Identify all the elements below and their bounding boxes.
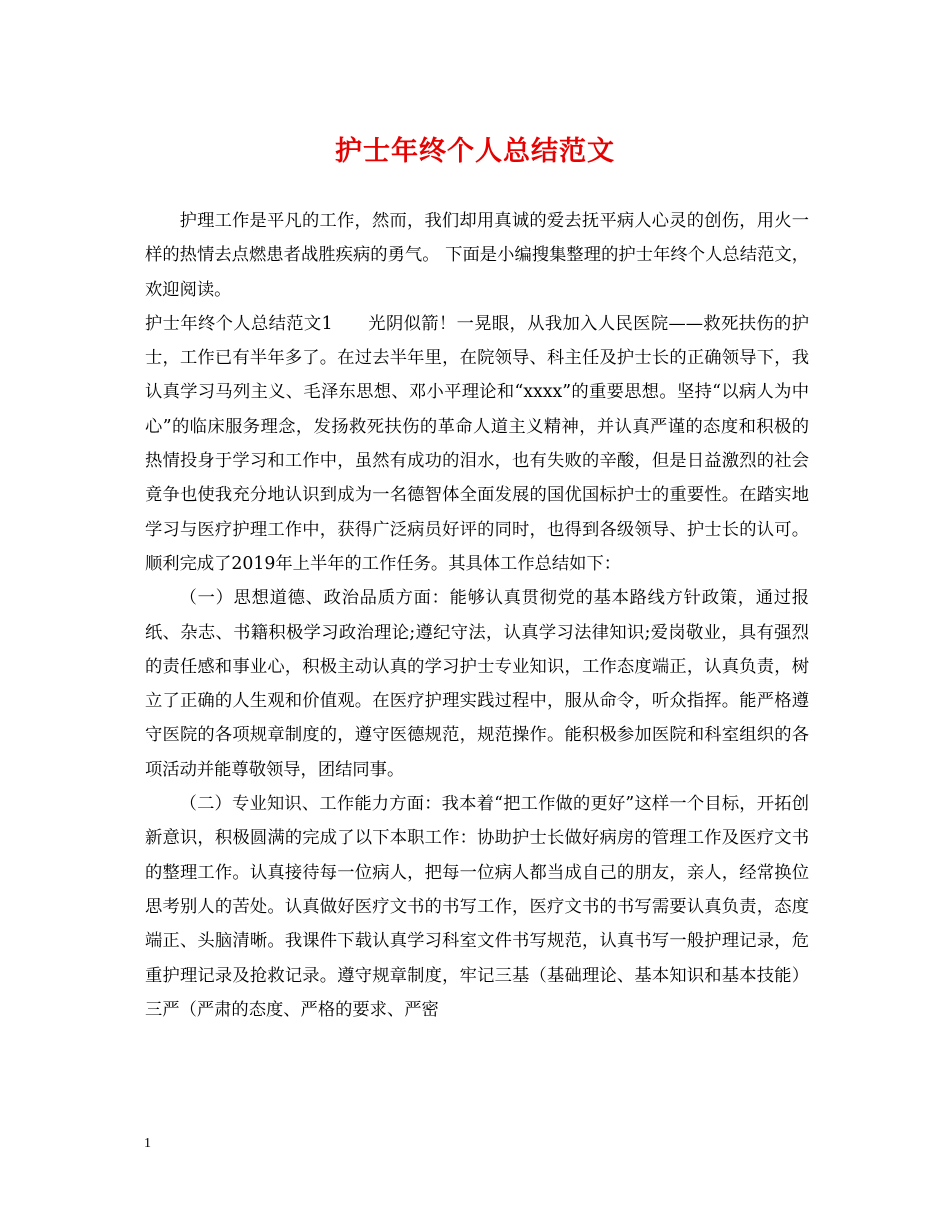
section-one-paragraph: （一）思想道德、政治品质方面：能够认真贯彻党的基本路线方针政策，通过报纸、杂志、书籍积极学习政治理论;遵纪守法，认真学习法律知识;爱岗敬业，具有强烈的责任感和事业心，积极主动认真的学习护士专业知识，工作态度端正，认真负责，树立了正确的人生观和价值观。在医疗护理实践过程中，服从命令，听众指挥。能严格遵守医院的各项规章制度的，遵守医德规范，规范操作。能积极参加医院和科室组织的各项活动并能尊敬领导，团结同事。 [145,588,809,780]
section-two-paragraph: （二）专业知识、工作能力方面：我本着“把工作做的更好”这样一个目标，开拓创新意识，积极圆满的完成了以下本职工作：协助护士长做好病房的管理工作及医疗文书的整理工作。认真接待每一位病人，把每一位病人都当成自己的朋友，亲人，经常换位思考别人的苦处。认真做好医疗文书的书写工作，医疗文书的书写需要认真负责，态度端正、头脑清晰。我课件下载认真学习科室文件书写规范，认真书写一般护理记录，危重护理记录及抢救记录。遵守规章制度，牢记三基（基础理论、基本知识和基本技能）三严（严肃的态度、严格的要求、严密 [145,794,809,1020]
page-number: 1 [144,1136,151,1151]
summary-paragraph: 护士年终个人总结范文1 光阴似箭！一晃眼，从我加入人民医院——救死扶伤的护士，工作已有半年多了。在过去半年里，在院领导、科主任及护士长的正确领导下，我认真学习马列主义、毛泽东思想、邓小平理论和“xxxx”的重要思想。坚持“以病人为中心”的临床服务理念，发扬救死扶伤的革命人道主义精神，并认真严谨的态度和积极的热情投身于学习和工作中，虽然有成功的泪水，也有失败的辛酸，但是日益激烈的社会竟争也使我充分地认识到成为一名德智体全面发展的国优国标护士的重要性。在踏实地学习与医疗护理工作中，获得广泛病员好评的同时，也得到各级领导、护士长的认可。顺利完成了2019年上半年的工作任务。其具体工作总结如下： [145,313,809,574]
document-title: 护士年终个人总结范文 [335,136,615,167]
document-body [145,204,809,1027]
intro-paragraph: 护理工作是平凡的工作，然而，我们却用真诚的爱去抚平病人心灵的创伤，用火一样的热情去点燃患者战胜疾病的勇气。 下面是小编搜集整理的护士年终个人总结范文，欢迎阅读。 [145,211,809,300]
